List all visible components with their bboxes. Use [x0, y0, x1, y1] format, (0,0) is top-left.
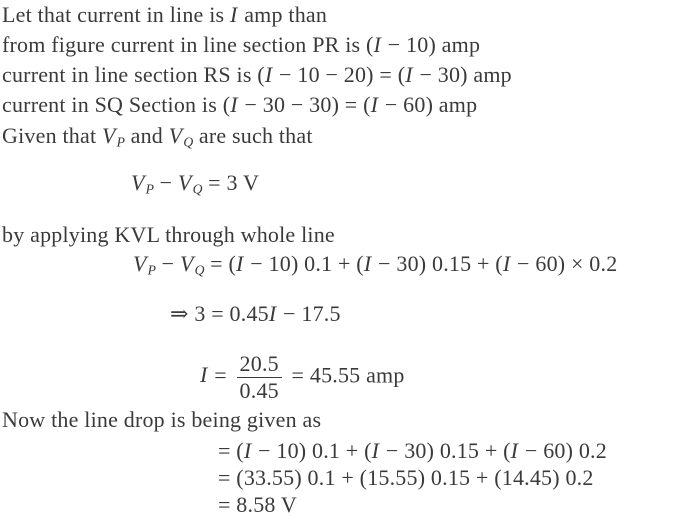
math-variable: I	[229, 2, 238, 27]
math-variable: V	[131, 170, 145, 195]
line-given-condition: Given that VP and VQ are such that	[2, 123, 313, 150]
math-subscript: P	[147, 262, 156, 278]
math-variable: V	[168, 123, 183, 148]
eq-drop-symbolic: = (I − 10) 0.1 + (I − 30) 0.15 + (I − 60) 0.2	[218, 438, 607, 463]
math-variable: I	[371, 438, 380, 463]
line-drop-intro: Now the line drop is being given as	[2, 407, 322, 432]
fraction	[237, 352, 282, 403]
math-subscript: Q	[194, 262, 205, 278]
line-kvl-statement: by applying KVL through whole line	[2, 222, 335, 247]
eq-voltage-difference: VP − VQ = 3 V	[131, 170, 260, 197]
math-subscript: P	[145, 181, 154, 197]
math-variable: V	[177, 170, 192, 195]
math-variable: I	[200, 362, 208, 388]
math-variable: V	[179, 251, 194, 276]
eq-simplified: ⇒ 3 = 0.45I − 17.5	[170, 301, 341, 326]
eq-kvl: VP − VQ = (I − 10) 0.1 + (I − 30) 0.15 + (I − 60) × 0.2	[133, 251, 618, 278]
fraction-denominator: 0.45	[239, 377, 279, 403]
line-pr-current: from figure current in line section PR is (I − 10) amp	[2, 32, 481, 57]
eq-drop-result: = 8.58 V	[218, 492, 297, 517]
math-subscript: P	[116, 134, 125, 150]
math-variable: I	[243, 438, 252, 463]
math-variable: I	[502, 251, 511, 276]
math-subscript: Q	[183, 134, 194, 150]
math-variable: V	[133, 251, 147, 276]
math-subscript: Q	[192, 181, 203, 197]
line-sq-current: current in SQ Section is (I − 30 − 30) = (I − 60) amp	[2, 92, 478, 117]
eq-drop-numeric: = (33.55) 0.1 + (15.55) 0.15 + (14.45) 0.2	[218, 465, 594, 490]
math-variable: V	[101, 123, 116, 148]
fraction-numerator: 20.5	[237, 352, 282, 378]
line-current-assumption: Let that current in line is I amp than	[2, 2, 328, 27]
math-variable: I	[268, 301, 277, 326]
eq-current-value: I = $\frac{20.5}{0.45}$ = 45.55 amp	[200, 351, 405, 403]
math-variable: I	[230, 92, 238, 117]
line-rs-current: current in line section RS is (I − 10 − 20) = (I − 30) amp	[2, 62, 512, 87]
math-variable: I	[264, 62, 273, 87]
math-variable: I	[373, 32, 382, 57]
math-variable: I	[405, 62, 413, 87]
math-variable: I	[370, 92, 379, 117]
math-variable: I	[510, 438, 519, 463]
math-variable: I	[363, 251, 372, 276]
math-variable: I	[236, 251, 244, 276]
